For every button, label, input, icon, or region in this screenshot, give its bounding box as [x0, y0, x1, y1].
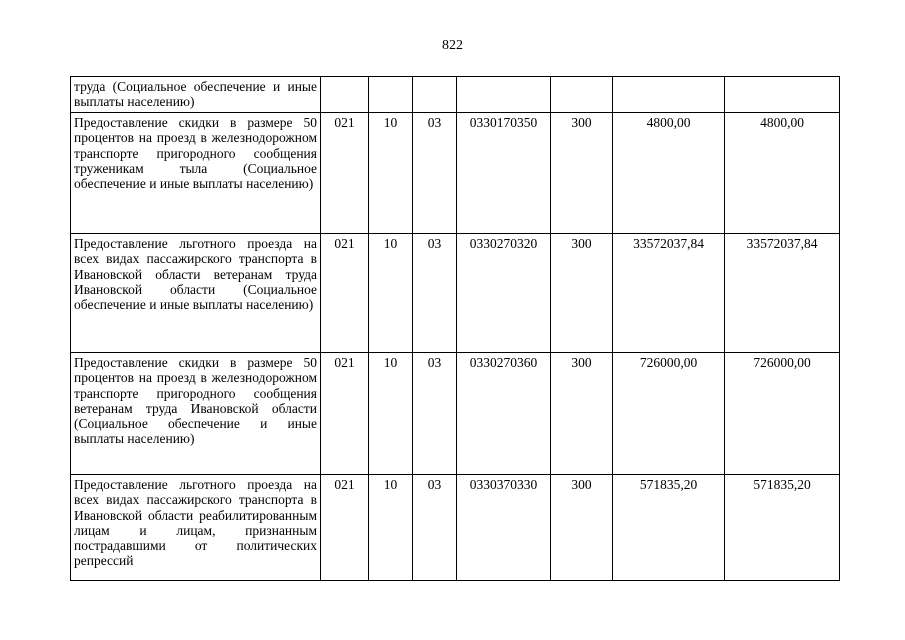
admin-code-cell: 021 — [321, 475, 369, 581]
row-description: труда (Социальное обеспечение и иные выплаты населению) — [71, 77, 321, 113]
row-description: Предоставление скидки в размере 50 процентов на проезд в железнодорожном транспорте пригородного сообщения ветеранам труда Ивановской области (Социальное обеспечение и иные выплаты населению) — [71, 353, 321, 475]
amount-cell: 571835,20 — [613, 475, 725, 581]
admin-code-cell: 021 — [321, 113, 369, 234]
subsection-cell: 03 — [413, 475, 457, 581]
amount-cell: 726000,00 — [725, 353, 840, 475]
amount-cell — [613, 77, 725, 113]
target-article-cell: 0330170350 — [457, 113, 551, 234]
expense-type-cell: 300 — [551, 234, 613, 353]
amount-cell: 4800,00 — [613, 113, 725, 234]
target-article-cell — [457, 77, 551, 113]
amount-cell: 726000,00 — [613, 353, 725, 475]
amount-cell — [725, 77, 840, 113]
amount-cell: 33572037,84 — [613, 234, 725, 353]
section-cell: 10 — [369, 113, 413, 234]
page-number: 822 — [442, 38, 463, 53]
target-article-cell: 0330270320 — [457, 234, 551, 353]
section-cell: 10 — [369, 475, 413, 581]
target-article-cell: 0330270360 — [457, 353, 551, 475]
table-row — [71, 234, 840, 353]
expense-type-cell: 300 — [551, 475, 613, 581]
amount-cell: 4800,00 — [725, 113, 840, 234]
admin-code-cell — [321, 77, 369, 113]
row-description: Предоставление скидки в размере 50 процентов на проезд в железнодорожном транспорте пригородного сообщения труженикам тыла (Социальное обеспечение и иные выплаты населению) — [71, 113, 321, 234]
section-cell: 10 — [369, 353, 413, 475]
row-description: Предоставление льготного проезда на всех видах пассажирского транспорта в Ивановской области ветеранам труда Ивановской области (Социальное обеспечение и иные выплаты населению) — [71, 234, 321, 353]
admin-code-cell: 021 — [321, 353, 369, 475]
section-cell — [369, 77, 413, 113]
subsection-cell: 03 — [413, 234, 457, 353]
amount-cell: 571835,20 — [725, 475, 840, 581]
expense-type-cell: 300 — [551, 353, 613, 475]
amount-cell: 33572037,84 — [725, 234, 840, 353]
table-row — [71, 353, 840, 475]
budget-table — [70, 76, 840, 581]
section-cell: 10 — [369, 234, 413, 353]
table-row — [71, 475, 840, 581]
table-row — [71, 77, 840, 113]
admin-code-cell: 021 — [321, 234, 369, 353]
subsection-cell: 03 — [413, 113, 457, 234]
row-description: Предоставление льготного проезда на всех видах пассажирского транспорта в Ивановской области реабилитированным лицам и лицам, признанным пострадавшими от политических репрессий — [71, 475, 321, 581]
table-row — [71, 113, 840, 234]
expense-type-cell: 300 — [551, 113, 613, 234]
expense-type-cell — [551, 77, 613, 113]
target-article-cell: 0330370330 — [457, 475, 551, 581]
subsection-cell — [413, 77, 457, 113]
subsection-cell: 03 — [413, 353, 457, 475]
